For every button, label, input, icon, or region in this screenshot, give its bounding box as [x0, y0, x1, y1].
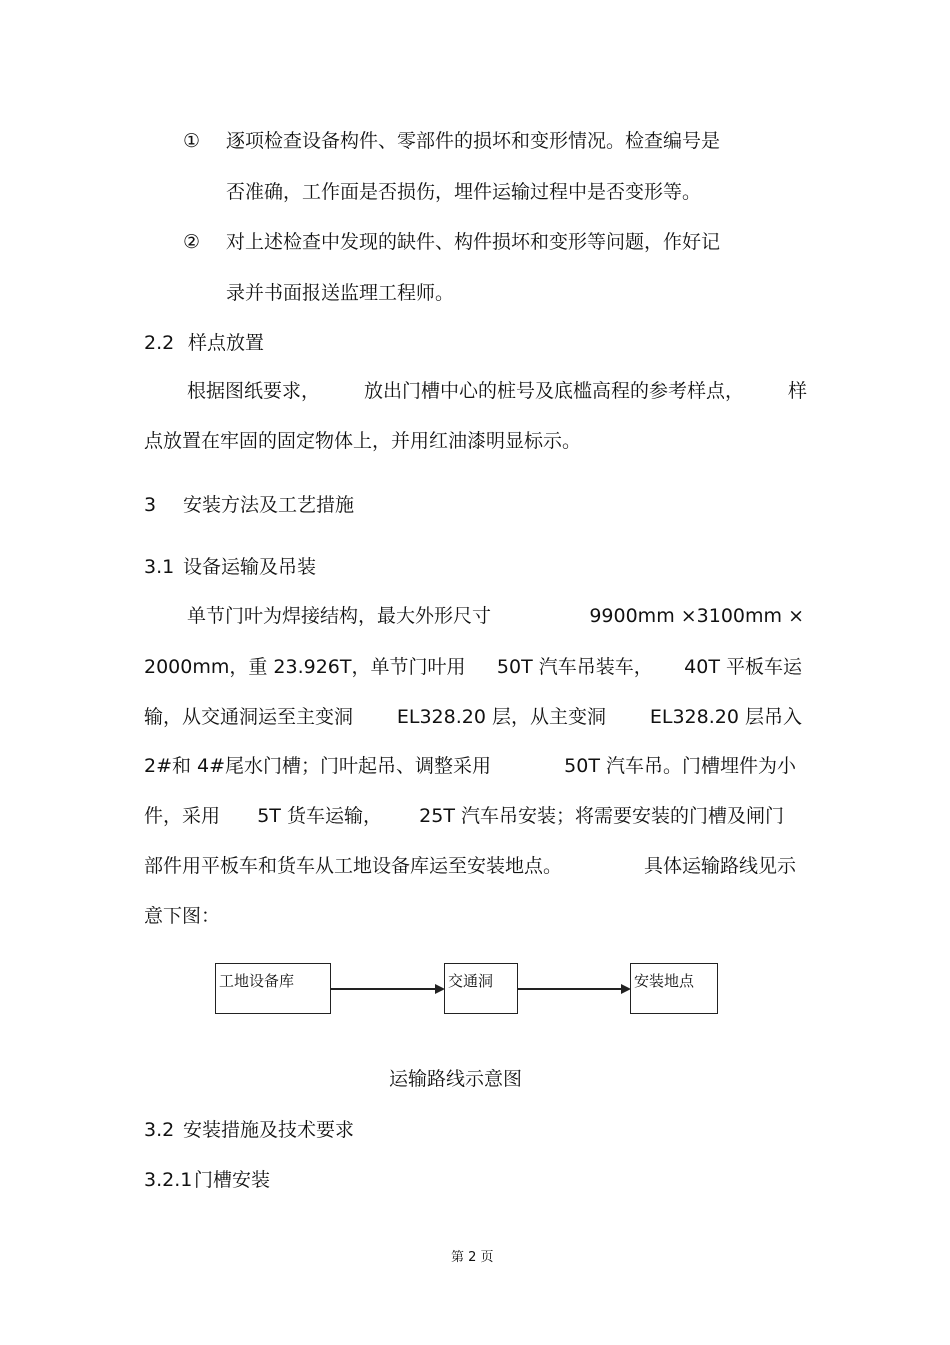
paragraph-2-seg: 50T 汽车吊装车，: [496, 656, 653, 678]
section-3-2-1-number: 3.2.1: [144, 1169, 193, 1191]
paragraph-2-seg: 输，从交通洞运至主变洞: [144, 706, 354, 728]
paragraph-2-seg: 5T 货车运输，: [257, 805, 382, 827]
paragraph-2-seg: EL328.20 层吊入: [649, 706, 802, 728]
paragraph-2-seg: 单节门叶为焊接结构，最大外形尺寸: [187, 605, 492, 627]
paragraph-1-line-1: [187, 379, 807, 403]
flow-node-tunnel: 交通洞: [444, 963, 518, 1014]
section-3-2-1-title: 门槽安装: [194, 1169, 271, 1191]
list-marker-2: ②: [183, 231, 201, 253]
section-2-2-title: 样点放置: [188, 332, 265, 354]
section-3-2-number: 3.2: [144, 1119, 175, 1141]
list-item-1-line-2: 否准确，工作面是否损伤，埋件运输过程中是否变形等。: [226, 181, 702, 203]
list-item-2-line-1: 对上述检查中发现的缺件、构件损坏和变形等问题，作好记: [226, 231, 721, 253]
figure-caption: 运输路线示意图: [389, 1068, 523, 1090]
paragraph-2-seg: 25T 汽车吊安装；将需要安装的门槽及闸门: [419, 805, 784, 827]
paragraph-1-seg: 放出门槽中心的桩号及底槛高程的参考样点，: [363, 380, 744, 402]
paragraph-2-seg: EL328.20 层，从主变洞: [396, 706, 606, 728]
paragraph-1-seg: 根据图纸要求，: [187, 380, 321, 402]
paragraph-2-line-2: [144, 655, 802, 679]
section-3-1-number: 3.1: [144, 556, 175, 578]
section-3-number: 3: [144, 494, 157, 516]
paragraph-2-seg: 件，采用: [144, 805, 221, 827]
paragraph-2-seg: 部件用平板车和货车从工地设备库运至安装地点。: [144, 855, 563, 877]
page-number: 第 2 页: [451, 1250, 494, 1265]
section-3-1-title: 设备运输及吊装: [183, 556, 317, 578]
paragraph-2-line-7: 意下图：: [144, 905, 221, 927]
paragraph-2-seg: 具体运输路线见示: [643, 855, 796, 877]
section-3-title: 安装方法及工艺措施: [183, 494, 355, 516]
paragraph-2-line-4: [144, 754, 796, 778]
paragraph-2-line-6: [144, 854, 796, 878]
paragraph-1-seg: 样: [787, 380, 807, 402]
flow-node-site: 安装地点: [630, 963, 718, 1014]
paragraph-2-seg: 2#和 4#尾水门槽；门叶起吊、调整采用: [144, 755, 492, 777]
paragraph-2-seg: 40T 平板车运: [684, 656, 802, 678]
flow-arrow-2: [518, 988, 629, 990]
list-item-2-line-2: 录并书面报送监理工程师。: [226, 282, 455, 304]
paragraph-2-seg: 9900mm ×3100mm ×: [589, 605, 804, 627]
paragraph-2-line-1: [187, 604, 804, 628]
paragraph-2-line-5: [144, 804, 784, 828]
section-3-2-title: 安装措施及技术要求: [183, 1119, 355, 1141]
paragraph-1-line-2: 点放置在牢固的固定物体上，并用红油漆明显标示。: [144, 430, 582, 452]
paragraph-2-seg: 50T 汽车吊。门槽埋件为小: [564, 755, 796, 777]
paragraph-2-seg: 2000mm，重 23.926T，单节门叶用: [144, 656, 466, 678]
list-marker-1: ①: [183, 130, 201, 152]
flow-arrow-1: [331, 988, 443, 990]
section-2-2-number: 2.2: [144, 332, 175, 354]
flow-node-depot: 工地设备库: [215, 963, 331, 1014]
list-item-1-line-1: 逐项检查设备构件、零部件的损坏和变形情况。检查编号是: [226, 130, 721, 152]
paragraph-2-line-3: [144, 705, 802, 729]
